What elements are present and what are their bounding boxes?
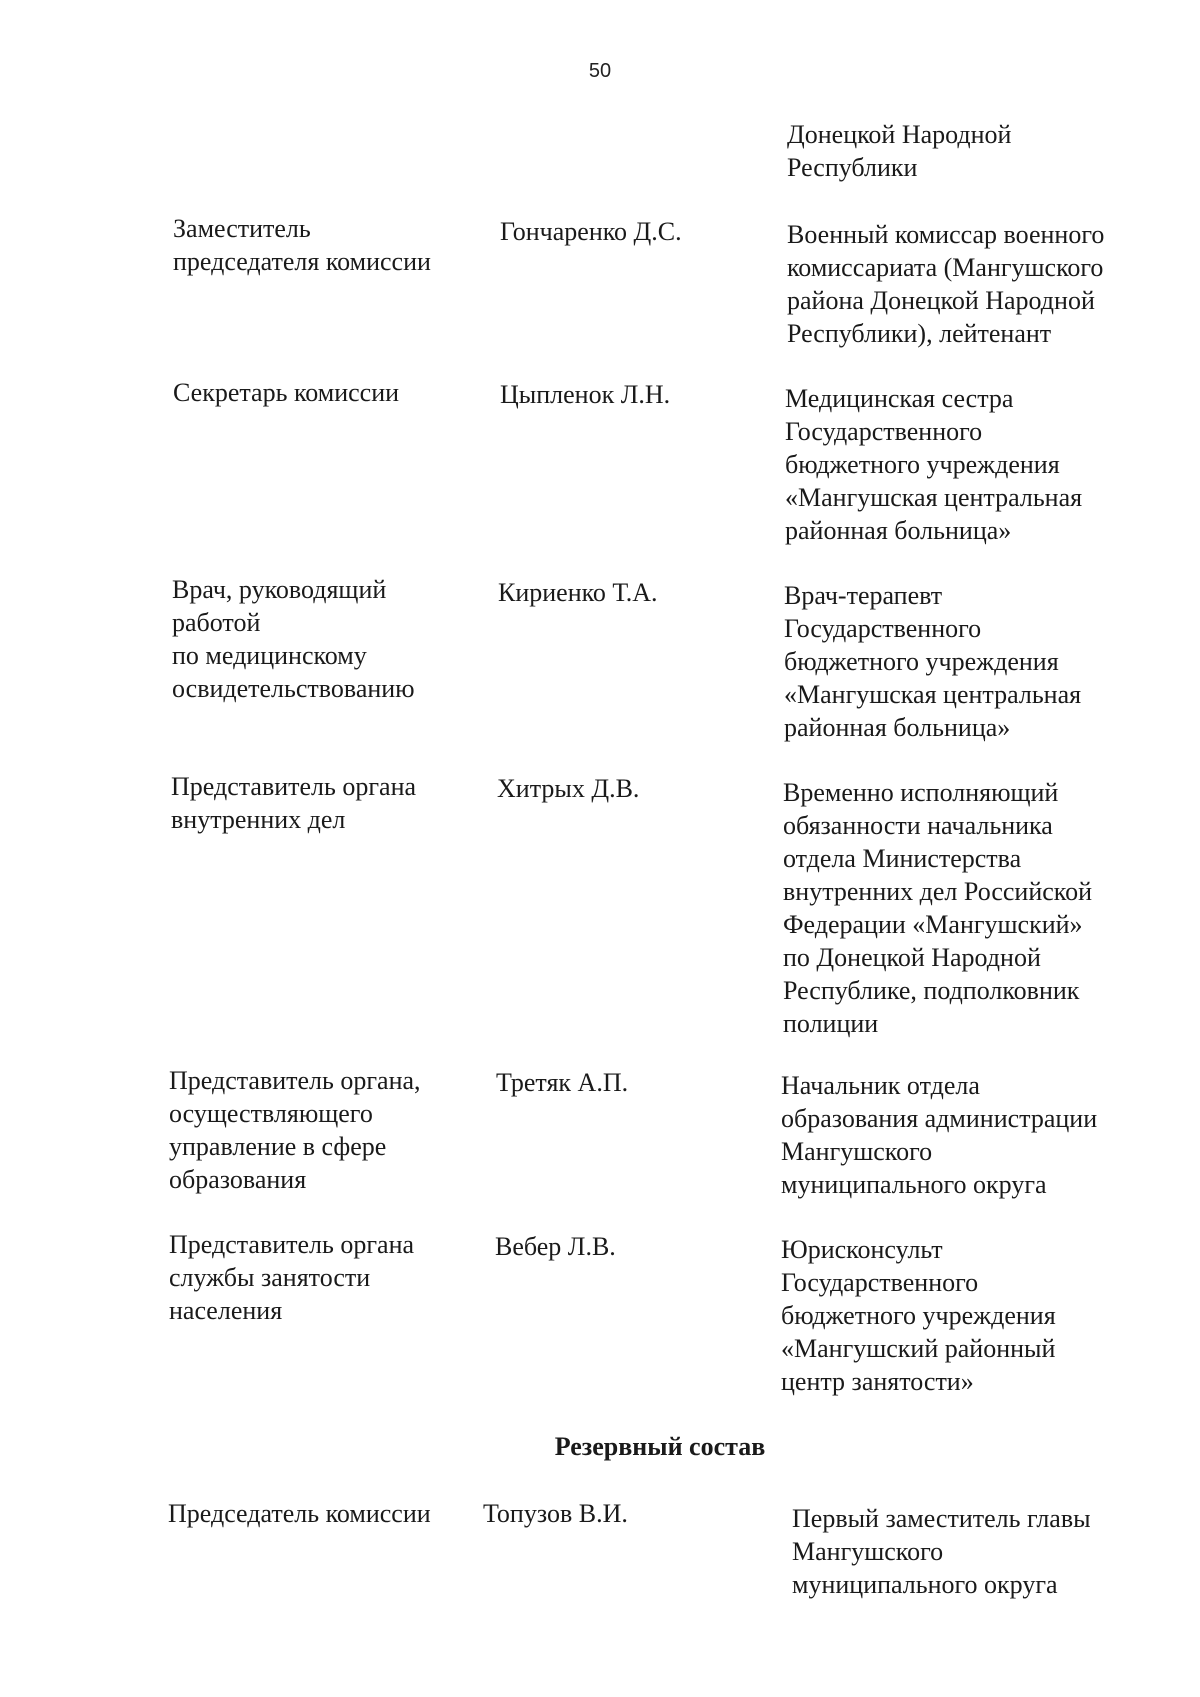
member-name: Вебер Л.В. bbox=[495, 1232, 616, 1261]
member-role: Врач, руководящий работой по медицинскому освидетельствованию bbox=[172, 575, 415, 703]
reserve-section-title: Резервный состав bbox=[554, 1432, 766, 1461]
member-role: Председатель комиссии bbox=[168, 1499, 431, 1528]
member-name: Хитрых Д.В. bbox=[497, 774, 640, 803]
member-position: Врач-терапевт Государственного бюджетного учреждения «Мангушская центральная районная больница» bbox=[784, 581, 1082, 742]
member-role: Заместитель председателя комиссии bbox=[173, 214, 431, 276]
member-name: Третяк А.П. bbox=[496, 1068, 629, 1097]
member-name: Гончаренко Д.С. bbox=[500, 217, 682, 246]
continuation-text: Донецкой Народной Республики bbox=[787, 120, 1012, 182]
member-position: Военный комиссар военного комиссариата (Мангушского района Донецкой Народной Республики), лейтенант bbox=[787, 220, 1105, 348]
member-name: Кириенко Т.А. bbox=[498, 578, 658, 607]
member-position: Временно исполняющий обязанности начальника отдела Министерства внутренних дел Российской Федерации «Мангушский» по Донецкой Народной Республике, подполковник полиции bbox=[783, 778, 1093, 1038]
member-role: Секретарь комиссии bbox=[173, 378, 400, 407]
page-number: 50 bbox=[588, 60, 612, 82]
member-position: Первый заместитель главы Мангушского муниципального округа bbox=[792, 1504, 1091, 1599]
member-name: Цыпленок Л.Н. bbox=[500, 380, 671, 409]
member-role: Представитель органа, осуществляющего управление в сфере образования bbox=[169, 1066, 421, 1194]
member-role: Представитель органа внутренних дел bbox=[171, 772, 417, 834]
member-role: Представитель органа службы занятости населения bbox=[169, 1230, 415, 1325]
member-name: Топузов В.И. bbox=[483, 1499, 628, 1528]
member-position: Юрисконсульт Государственного бюджетного учреждения «Мангушский районный центр занятости» bbox=[781, 1235, 1056, 1396]
member-position: Начальник отдела образования администрации Мангушского муниципального округа bbox=[781, 1071, 1098, 1199]
member-position: Медицинская сестра Государственного бюджетного учреждения «Мангушская центральная районная больница» bbox=[785, 384, 1083, 545]
